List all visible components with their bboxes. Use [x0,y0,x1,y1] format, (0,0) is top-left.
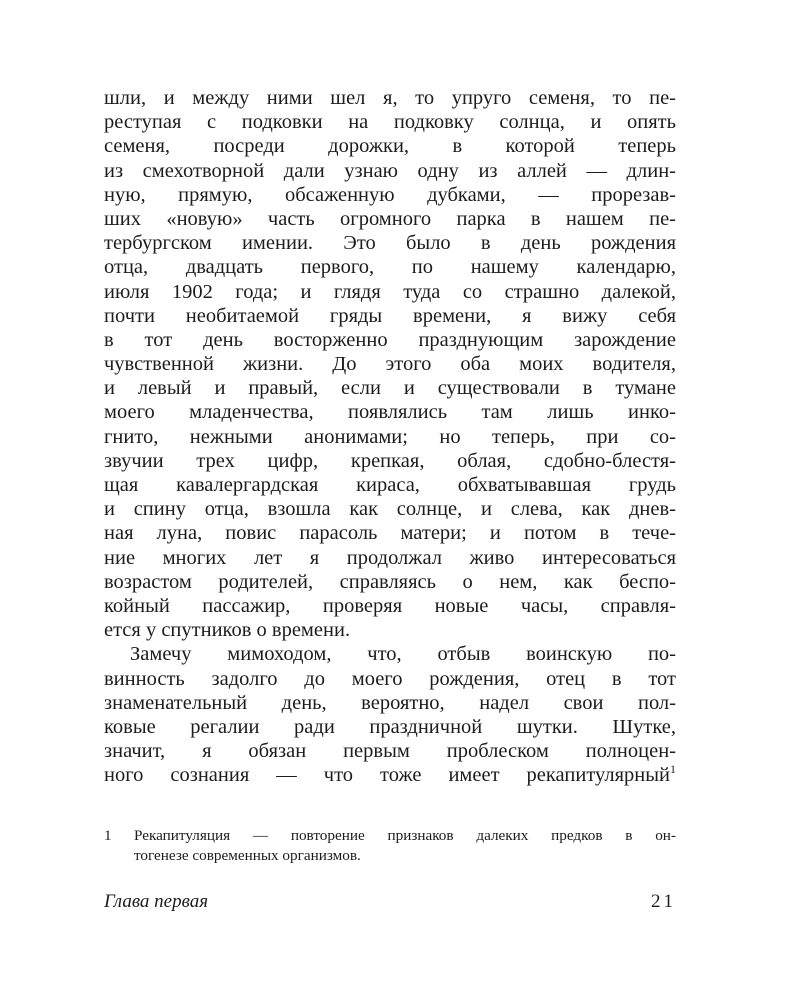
text-line: щая кавалергардская кираса, обхватывавшая грудь [104,474,676,496]
text-line: и левый и правый, если и существовали в тумане [104,377,676,400]
text-line: июля 1902 года; и глядя туда со страшно далекой, [104,280,676,303]
footnote-reference: 1 [670,762,676,777]
footnote-line: тогенезе современных организмов. [134,847,361,864]
footnote-line: Рекапитуляция — повторение признаков далеких предков в он- [134,827,676,844]
text-line: гнито, нежными анонимами; но теперь, при со- [104,425,676,448]
text-line: тербургском имении. Это было в день рождения [104,232,676,255]
text-line: знаменательный день, вероятно, надел свои пол- [104,691,676,714]
text-line: ная луна, повис парасоль матери; и потом в тече- [104,522,676,545]
text-line: возрастом родителей, справляясь о нем, как беспо- [104,570,676,593]
footnote [104,826,676,866]
chapter-label: Глава первая [104,891,209,912]
text-line: звучии трех цифр, крепкая, облая, сдобно-блестя- [104,449,676,472]
text-line: винность задолго до моего рождения, отец в тот [104,667,676,690]
paragraph-start-line: Замечу мимоходом, что, отбыв воинскую по- [130,643,676,666]
text-line: ную, прямую, обсаженную дубками, — прорезав- [104,183,676,206]
text-line: ших «новую» часть огромного парка в нашем пе- [104,207,676,230]
text-line-with-footnote [104,763,676,787]
text-line: почти необитаемой гряды времени, я вижу себя [104,304,676,327]
page-number: 21 [651,891,676,912]
text-line: из смехотворной дали узнаю одну из аллей — длин- [104,159,676,182]
footnote-number: 1 [104,827,112,844]
text-line: ного сознания — что тоже имеет рекапитулярный [104,764,670,787]
text-line: в тот день восторженно празднующим зарождение [104,328,676,351]
footnote-text [134,826,676,866]
text-line: и спину отца, взошла как солнце, и слева, как днев- [104,498,676,521]
text-line: значит, я обязан первым проблеском полноцен- [104,740,676,763]
text-line: реступая с подковки на подковку солнца, и опять [104,111,676,134]
text-line: ется у спутников о времени. [104,619,351,642]
text-line: койный пассажир, проверяя новые часы, справля- [104,594,676,617]
text-line: ковые регалии ради праздничной шутки. Шутке, [104,715,676,738]
text-line: чувственной жизни. До этого оба моих водителя, [104,353,676,376]
text-line: семеня, посреди дорожки, в которой теперь [104,135,676,158]
main-text [104,86,676,787]
text-line: отца, двадцать первого, по нашему календарю, [104,256,676,279]
text-line: шли, и между ними шел я, то упруго семеня, то пе- [104,87,676,109]
text-line: ние многих лет я продолжал живо интересоваться [104,546,676,569]
text-line: моего младенчества, появлялись там лишь инко- [104,401,676,424]
